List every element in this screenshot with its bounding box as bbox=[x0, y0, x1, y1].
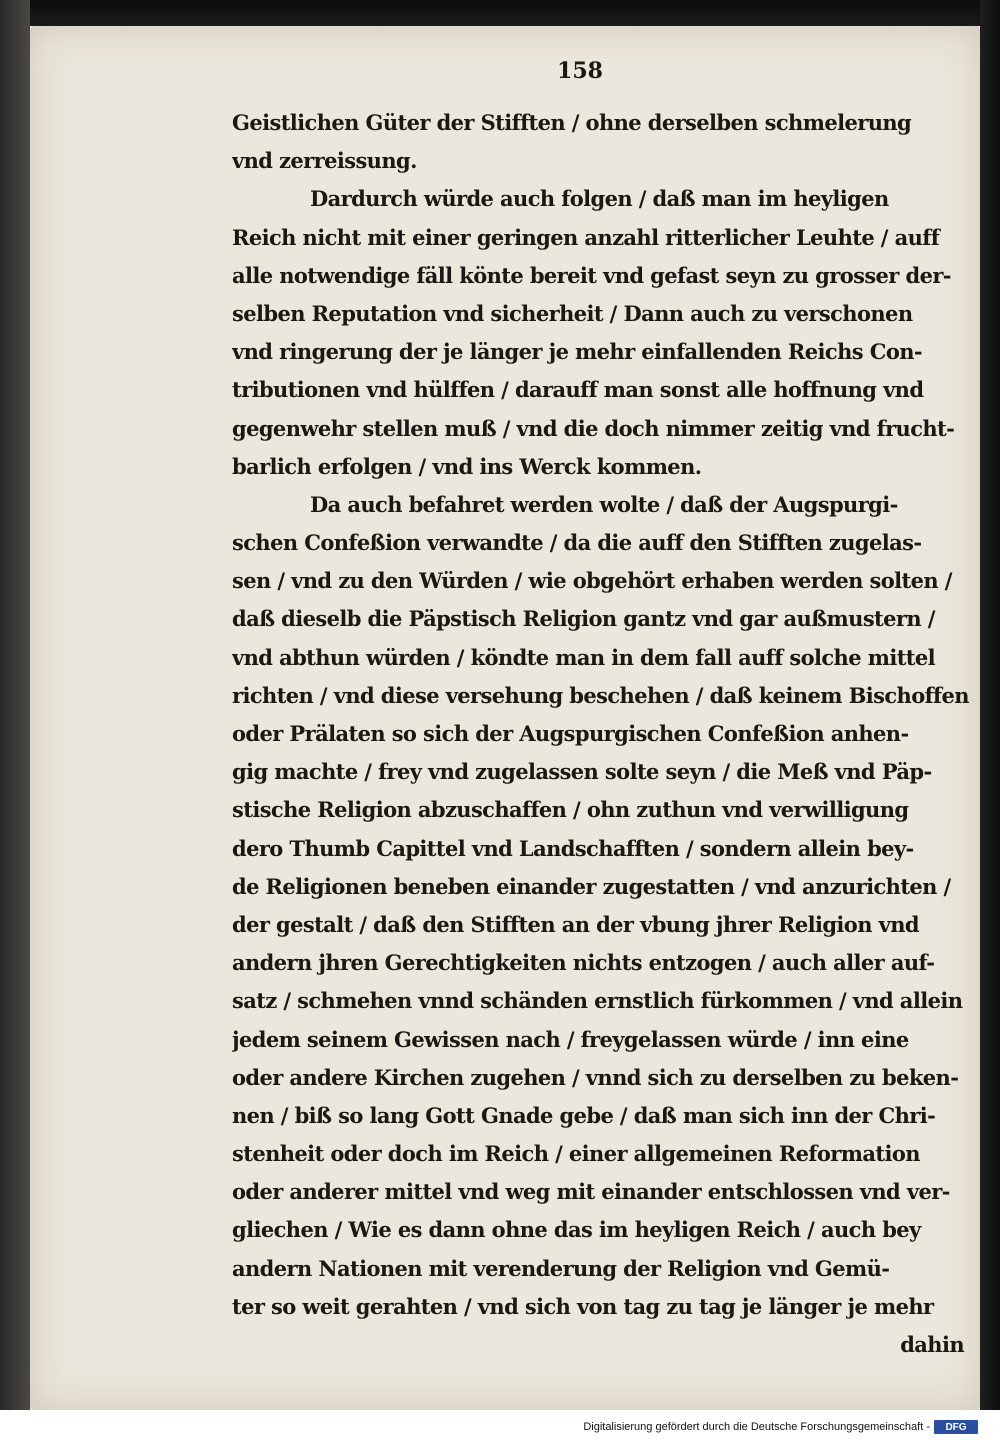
text-line: ter so weit gerahten / vnd sich von tag zu tag je länger je mehr bbox=[232, 1293, 934, 1319]
text-line: daß dieselb die Päpstisch Religion gantz vnd gar außmustern / bbox=[232, 606, 935, 632]
text-line: barlich erfolgen / vnd ins Werck kommen. bbox=[232, 453, 702, 479]
page-edge-top bbox=[0, 0, 1000, 26]
page-edge-right bbox=[980, 0, 1000, 1410]
text-line: gig machte / frey vnd zugelassen solte seyn / die Meß vnd Päp- bbox=[232, 759, 932, 785]
text-line: Da auch befahret werden wolte / daß der Augspurgi- bbox=[310, 491, 898, 517]
text-line: stenheit oder doch im Reich / einer allgemeinen Reformation bbox=[232, 1141, 920, 1167]
text-line: sen / vnd zu den Würden / wie obgehört erhaben werden solten / bbox=[232, 568, 952, 594]
text-line: schen Confeßion verwandte / da die auff den Stifften zugelas- bbox=[232, 530, 922, 556]
page-edge-left bbox=[0, 0, 30, 1410]
text-line: andern Nationen mit verenderung der Religion vnd Gemü- bbox=[232, 1255, 890, 1281]
text-line: richten / vnd diese versehung beschehen / daß keinem Bischoffen bbox=[232, 682, 969, 708]
text-line: stische Religion abzuschaffen / ohn zuthun vnd verwilligung bbox=[232, 797, 909, 823]
catchword: dahin bbox=[900, 1332, 964, 1357]
text-line: nen / biß so lang Gott Gnade gebe / daß man sich inn der Chri- bbox=[232, 1102, 936, 1128]
text-line: vnd zerreissung. bbox=[232, 148, 417, 174]
text-line: jedem seinem Gewissen nach / freygelassen würde / inn eine bbox=[232, 1026, 909, 1052]
text-line: selben Reputation vnd sicherheit / Dann auch zu verschonen bbox=[232, 300, 913, 326]
text-line: Geistlichen Güter der Stifften / ohne derselben schmelerung bbox=[232, 110, 912, 135]
text-line: oder Prälaten so sich der Augspurgischen Confeßion anhen- bbox=[232, 721, 909, 746]
text-line: oder andere Kirchen zugehen / vnnd sich zu derselben zu beken- bbox=[232, 1064, 959, 1090]
text-line: vnd ringerung der je länger je mehr einfallenden Reichs Con- bbox=[232, 339, 923, 365]
text-line: tributionen vnd hülffen / darauff man sonst alle hoffnung vnd bbox=[232, 377, 924, 403]
page-number: 158 bbox=[557, 58, 603, 84]
text-line: satz / schmehen vnnd schänden ernstlich fürkommen / vnd allein bbox=[232, 988, 963, 1014]
text-line: de Religionen beneben einander zugestatten / vnd anzurichten / bbox=[232, 873, 951, 899]
text-line: andern jhren Gerechtigkeiten nichts entzogen / auch aller auf- bbox=[232, 950, 935, 976]
footer-credit: Digitalisierung gefördert durch die Deutsche Forschungsgemeinschaft - bbox=[583, 1421, 930, 1433]
text-line: dero Thumb Capittel vnd Landschafften / sondern allein bey- bbox=[232, 835, 914, 861]
text-line: gegenwehr stellen muß / vnd die doch nimmer zeitig vnd frucht- bbox=[232, 415, 955, 441]
text-line: vnd abthun würden / köndte man in dem fall auff solche mittel bbox=[232, 644, 936, 670]
text-line: der gestalt / daß den Stifften an der vbung jhrer Religion vnd bbox=[232, 911, 919, 937]
text-line: Reich nicht mit einer geringen anzahl ritterlicher Leuhte / auff bbox=[232, 224, 940, 250]
text-line: Dardurch würde auch folgen / daß man im heyligen bbox=[310, 186, 889, 212]
dfg-logo-icon: DFG bbox=[934, 1420, 978, 1434]
body-text bbox=[232, 104, 972, 1364]
text-line: oder anderer mittel vnd weg mit einander entschlossen vnd ver- bbox=[232, 1179, 950, 1205]
text-line: gliechen / Wie es dann ohne das im heyligen Reich / auch bey bbox=[232, 1217, 921, 1243]
text-line: alle notwendige fäll könte bereit vnd gefast seyn zu grosser der- bbox=[232, 262, 951, 288]
